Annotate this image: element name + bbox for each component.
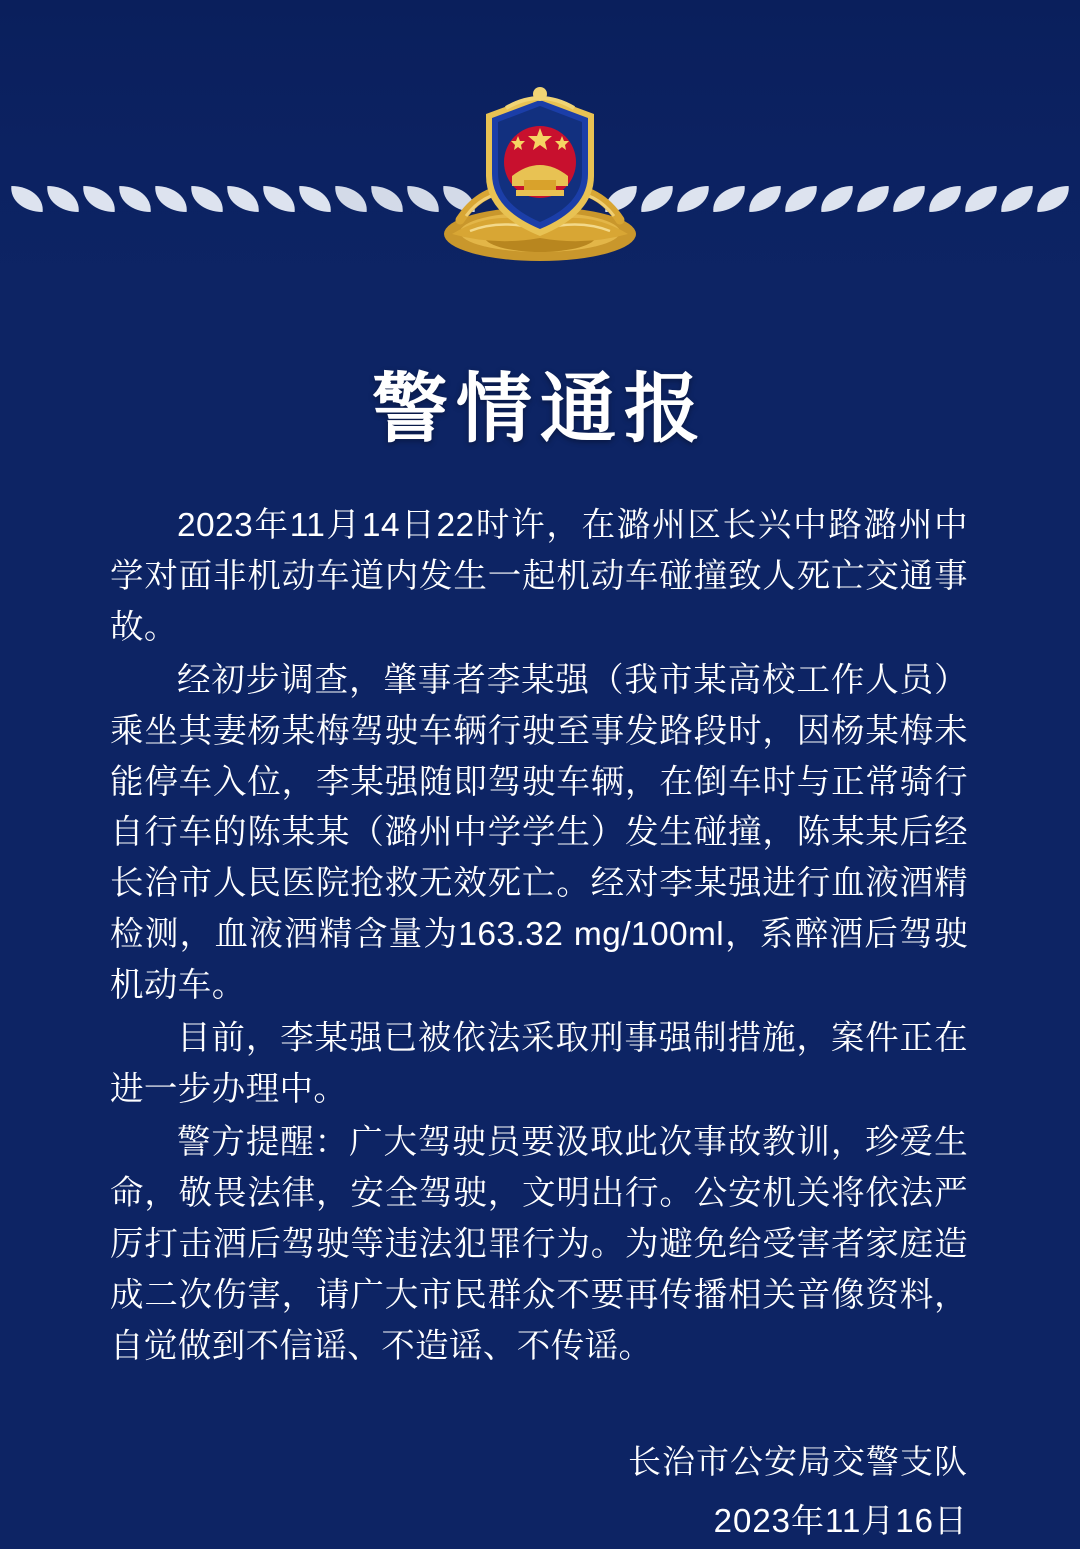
page-title: 警情通报 (372, 364, 708, 453)
laurel-leaf (963, 186, 1000, 212)
laurel-leaf (297, 186, 334, 212)
laurel-leaf (819, 186, 856, 212)
body-paragraph-2: 经初步调查，肇事者李某强（我市某高校工作人员）乘坐其妻杨某梅驾驶车辆行驶至事发路段时，因杨某梅未能停车入位，李某强随即驾驶车辆，在倒车时与正常骑行自行车的陈某某（潞州中学学生）发生碰撞，陈某某后经长治市人民医院抢救无效死亡。经对李某强进行血液酒精检测，血液酒精含量为163.32 mg/100ml，系醉酒后驾驶机动车。 (110, 661, 968, 1005)
laurel-leaf (261, 186, 298, 212)
issue-date: 2023年11月16日 (713, 1501, 968, 1539)
body-paragraph-4: 警方提醒：广大驾驶员要汲取此次事故教训，珍爱生命，敬畏法律，安全驾驶，文明出行。公安机关将依法严厉打击酒后驾驶等违法犯罪行为。为避免给受害者家庭造成二次伤害，请广大市民群众不要再传播相关音像资料，自觉做到不信谣、不造谣、不传谣。 (110, 1123, 968, 1365)
laurel-leaf (675, 186, 712, 212)
laurel-leaf (369, 186, 406, 212)
body-paragraph-1: 2023年11月14日22时许，在潞州区长兴中路潞州中学对面非机动车道内发生一起机动车碰撞致人死亡交通事故。 (110, 507, 968, 646)
laurel-decoration-left (10, 186, 476, 212)
laurel-leaf (1035, 186, 1072, 212)
body-paragraph-3: 目前，李某强已被依法采取刑事强制措施，案件正在进一步办理中。 (110, 1020, 968, 1108)
laurel-leaf (783, 186, 820, 212)
page-title-wrap (0, 348, 1080, 457)
laurel-leaf (747, 186, 784, 212)
laurel-leaf (189, 186, 226, 212)
china-police-badge-icon (440, 84, 640, 274)
laurel-leaf (117, 186, 154, 212)
laurel-leaf (225, 186, 262, 212)
laurel-leaf (81, 186, 118, 212)
signature-block (0, 1434, 968, 1548)
laurel-leaf (711, 186, 748, 212)
laurel-leaf (999, 186, 1036, 212)
laurel-decoration-right (604, 186, 1070, 212)
document-header-banner (0, 0, 1080, 300)
laurel-leaf (855, 186, 892, 212)
laurel-leaf (9, 186, 46, 212)
laurel-leaf (891, 186, 928, 212)
laurel-leaf (333, 186, 370, 212)
issuing-authority: 长治市公安局交警支队 (628, 1443, 968, 1481)
announcement-body (110, 501, 968, 1372)
laurel-leaf (927, 186, 964, 212)
laurel-leaf (153, 186, 190, 212)
laurel-leaf (45, 186, 82, 212)
laurel-leaf (405, 186, 442, 212)
laurel-leaf (639, 186, 676, 212)
